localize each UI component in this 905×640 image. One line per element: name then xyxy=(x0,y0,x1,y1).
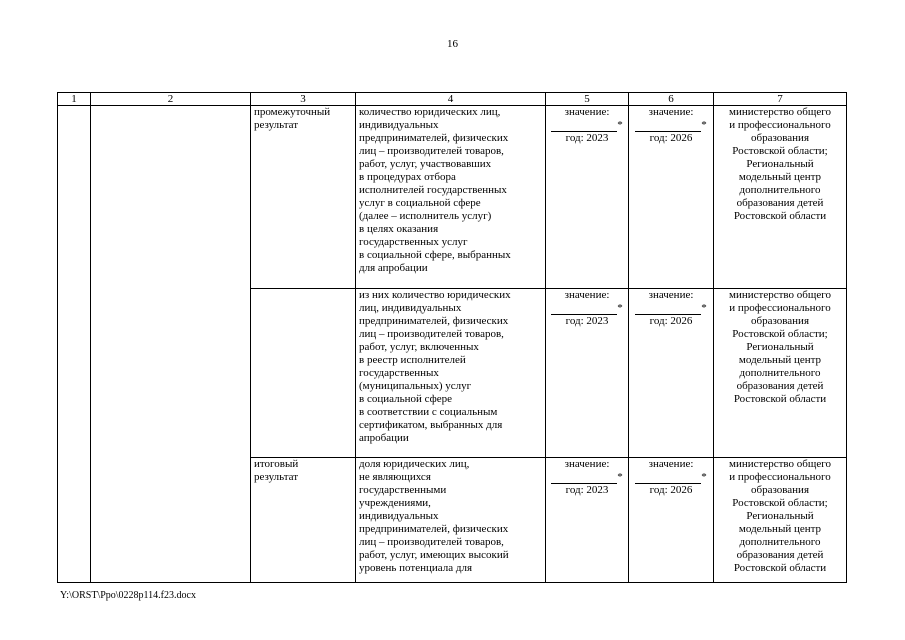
value-blank xyxy=(635,121,701,132)
value-cell-2026 xyxy=(629,289,714,458)
value-footnote-mark: * xyxy=(701,302,707,314)
value-label: значение: xyxy=(564,458,610,470)
value-label: значение: xyxy=(564,289,610,301)
result-type-cell: итоговый результат xyxy=(251,458,356,583)
value-label: значение: xyxy=(648,458,694,470)
value-year: год: 2026 xyxy=(649,315,693,327)
value-cell-2023 xyxy=(546,289,629,458)
header-cell-2: 2 xyxy=(91,93,251,106)
page-number: 16 xyxy=(447,38,458,50)
value-blank xyxy=(551,121,617,132)
value-label: значение: xyxy=(648,289,694,301)
header-cell-6: 6 xyxy=(629,93,714,106)
responsible-cell: министерство общего и профессионального образования Ростовской области; Региональный модельный центр дополнительного образования детей Ростовской области xyxy=(714,458,847,583)
merged-cell-col2 xyxy=(91,106,251,583)
header-cell-3: 3 xyxy=(251,93,356,106)
value-footnote-mark: * xyxy=(617,302,623,314)
indicator-cell: из них количество юридических лиц, индивидуальных предпринимателей, физических лиц – производителей товаров, работ, услуг, включенных в реестр исполнителей государственных (муниципальных) услуг в социальной сфере в соответствии с социальным сертификатом, выбранных для апробации xyxy=(356,289,546,458)
value-blank xyxy=(635,304,701,315)
result-type-cell xyxy=(251,289,356,458)
value-year: год: 2023 xyxy=(565,484,609,496)
value-cell-2026 xyxy=(629,458,714,583)
value-year: год: 2026 xyxy=(649,484,693,496)
table-row xyxy=(58,106,847,289)
value-blank xyxy=(551,473,617,484)
header-cell-4: 4 xyxy=(356,93,546,106)
merged-cell-col1 xyxy=(58,106,91,583)
value-cell-2026 xyxy=(629,106,714,289)
indicator-cell: доля юридических лиц, не являющихся государственными учреждениями, индивидуальных предпринимателей, физических лиц – производителей товаров, работ, услуг, имеющих высокий уровень потенциала для xyxy=(356,458,546,583)
header-cell-7: 7 xyxy=(714,93,847,106)
value-blank xyxy=(635,473,701,484)
file-path-footer: Y:\ORST\Ppo\0228p114.f23.docx xyxy=(60,590,196,601)
value-year: год: 2023 xyxy=(565,132,609,144)
result-type-cell: промежуточный результат xyxy=(251,106,356,289)
value-footnote-mark: * xyxy=(701,471,707,483)
value-footnote-mark: * xyxy=(617,471,623,483)
value-label: значение: xyxy=(564,106,610,118)
value-blank xyxy=(551,304,617,315)
indicator-cell: количество юридических лиц, индивидуальных предпринимателей, физических лиц – производителей товаров, работ, услуг, участвовавших в процедурах отбора исполнителей государственных услуг в социальной сфере (далее – исполнитель услуг) в целях оказания государственных услуг в социальной сфере, выбранных для апробации xyxy=(356,106,546,289)
value-footnote-mark: * xyxy=(701,119,707,131)
value-cell-2023 xyxy=(546,106,629,289)
value-footnote-mark: * xyxy=(617,119,623,131)
indicators-table xyxy=(57,92,847,583)
responsible-cell: министерство общего и профессионального образования Ростовской области; Региональный модельный центр дополнительного образования детей Ростовской области xyxy=(714,289,847,458)
value-year: год: 2023 xyxy=(565,315,609,327)
value-cell-2023 xyxy=(546,458,629,583)
value-year: год: 2026 xyxy=(649,132,693,144)
header-cell-1: 1 xyxy=(58,93,91,106)
header-row xyxy=(58,93,847,106)
value-label: значение: xyxy=(648,106,694,118)
header-cell-5: 5 xyxy=(546,93,629,106)
responsible-cell: министерство общего и профессионального образования Ростовской области; Региональный модельный центр дополнительного образования детей Ростовской области xyxy=(714,106,847,289)
